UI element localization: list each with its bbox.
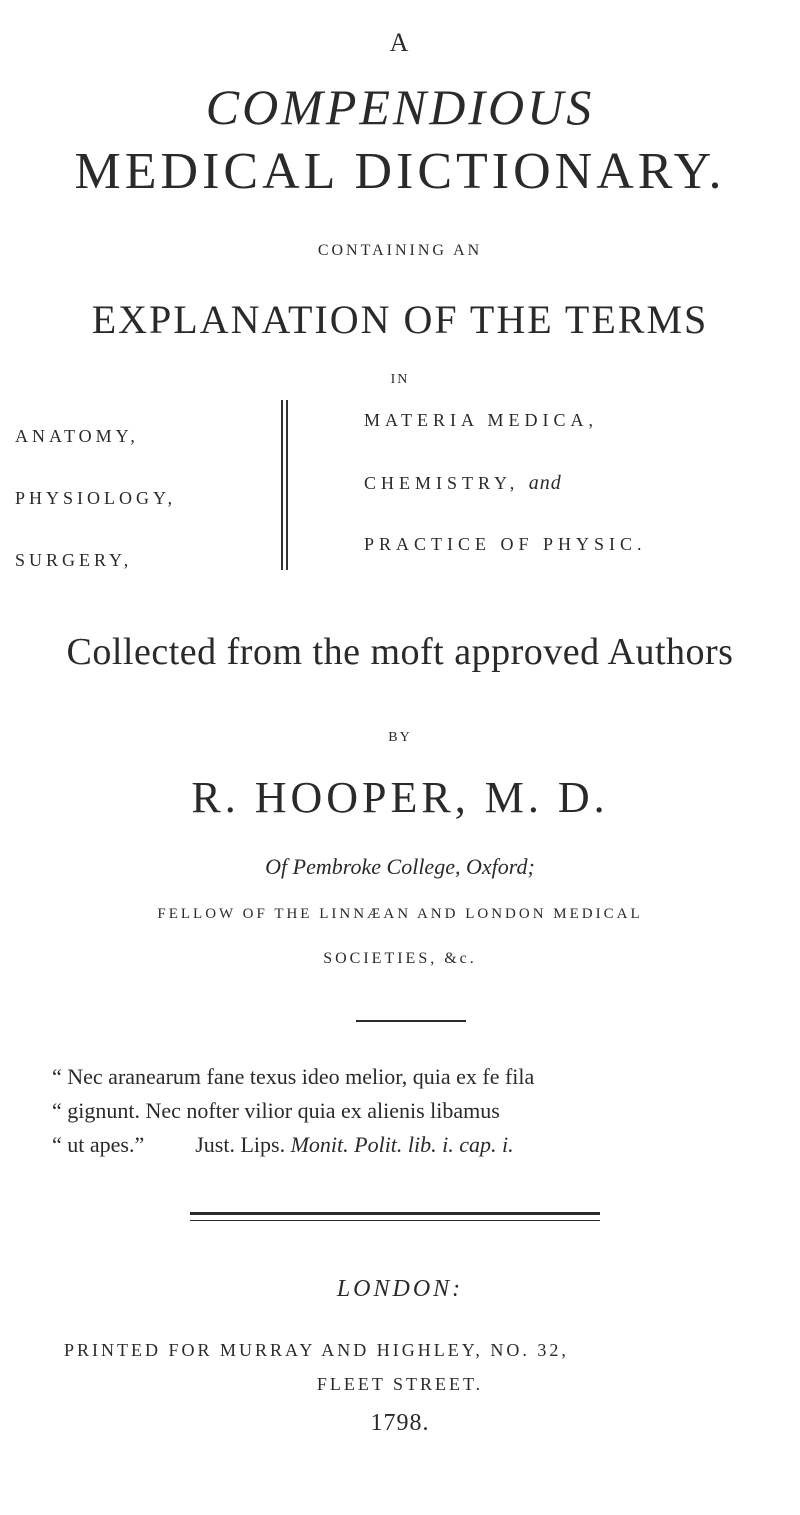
title-line-compendious: COMPENDIOUS bbox=[205, 79, 595, 135]
double-rule-thin bbox=[190, 1220, 600, 1221]
epigraph-work: Monit. Polit. lib. i. cap. i. bbox=[290, 1132, 514, 1157]
title-line-medical-dictionary: MEDICAL DICTIONARY. bbox=[74, 143, 726, 200]
in-line: IN bbox=[390, 372, 410, 387]
article-heading: A bbox=[389, 28, 411, 57]
epigraph-end: “ ut apes.” bbox=[52, 1132, 145, 1157]
ornamental-rule bbox=[356, 1020, 466, 1022]
subject-surgery: SURGERY, bbox=[15, 550, 133, 570]
epigraph-line-1: “ Nec aranearum fane texus ideo melior, quia ex fe fila bbox=[52, 1064, 535, 1089]
subject-materia-medica: MATERIA MEDICA, bbox=[364, 410, 599, 430]
collected-line: Collected from the moft approved Authors bbox=[66, 631, 734, 673]
double-rule-thick bbox=[190, 1212, 600, 1215]
author-fellowship: FELLOW OF THE LINNÆAN AND LONDON MEDICAL bbox=[157, 906, 643, 922]
subject-chemistry-line bbox=[364, 472, 562, 495]
imprint-street: FLEET STREET. bbox=[316, 1374, 484, 1394]
containing-line: CONTAINING AN bbox=[317, 242, 483, 259]
subject-physiology: PHYSIOLOGY, bbox=[15, 488, 177, 508]
subject-anatomy: ANATOMY, bbox=[15, 426, 139, 446]
author-college: Of Pembroke College, Oxford; bbox=[265, 854, 535, 879]
imprint-year: 1798. bbox=[370, 1410, 430, 1436]
explanation-line: EXPLANATION OF THE TERMS bbox=[91, 297, 709, 342]
author-societies: SOCIETIES, &c. bbox=[323, 950, 477, 967]
epigraph-citation: Just. Lips. bbox=[195, 1132, 286, 1157]
epigraph-line-3 bbox=[52, 1132, 514, 1158]
author-name: R. HOOPER, M. D. bbox=[191, 773, 609, 822]
subject-and: and bbox=[528, 472, 562, 494]
divider-bar-right bbox=[286, 400, 288, 570]
imprint-printer: PRINTED FOR MURRAY AND HIGHLEY, NO. 32, bbox=[64, 1340, 569, 1360]
imprint-place: LONDON: bbox=[336, 1276, 464, 1302]
subject-practice-of-physic: PRACTICE OF PHYSIC. bbox=[364, 534, 647, 554]
subject-chemistry: CHEMISTRY, bbox=[364, 473, 520, 493]
by-line: BY bbox=[388, 730, 412, 745]
epigraph-line-2: “ gignunt. Nec nofter vilior quia ex alienis libamus bbox=[52, 1098, 500, 1123]
divider-bar-left bbox=[281, 400, 283, 570]
